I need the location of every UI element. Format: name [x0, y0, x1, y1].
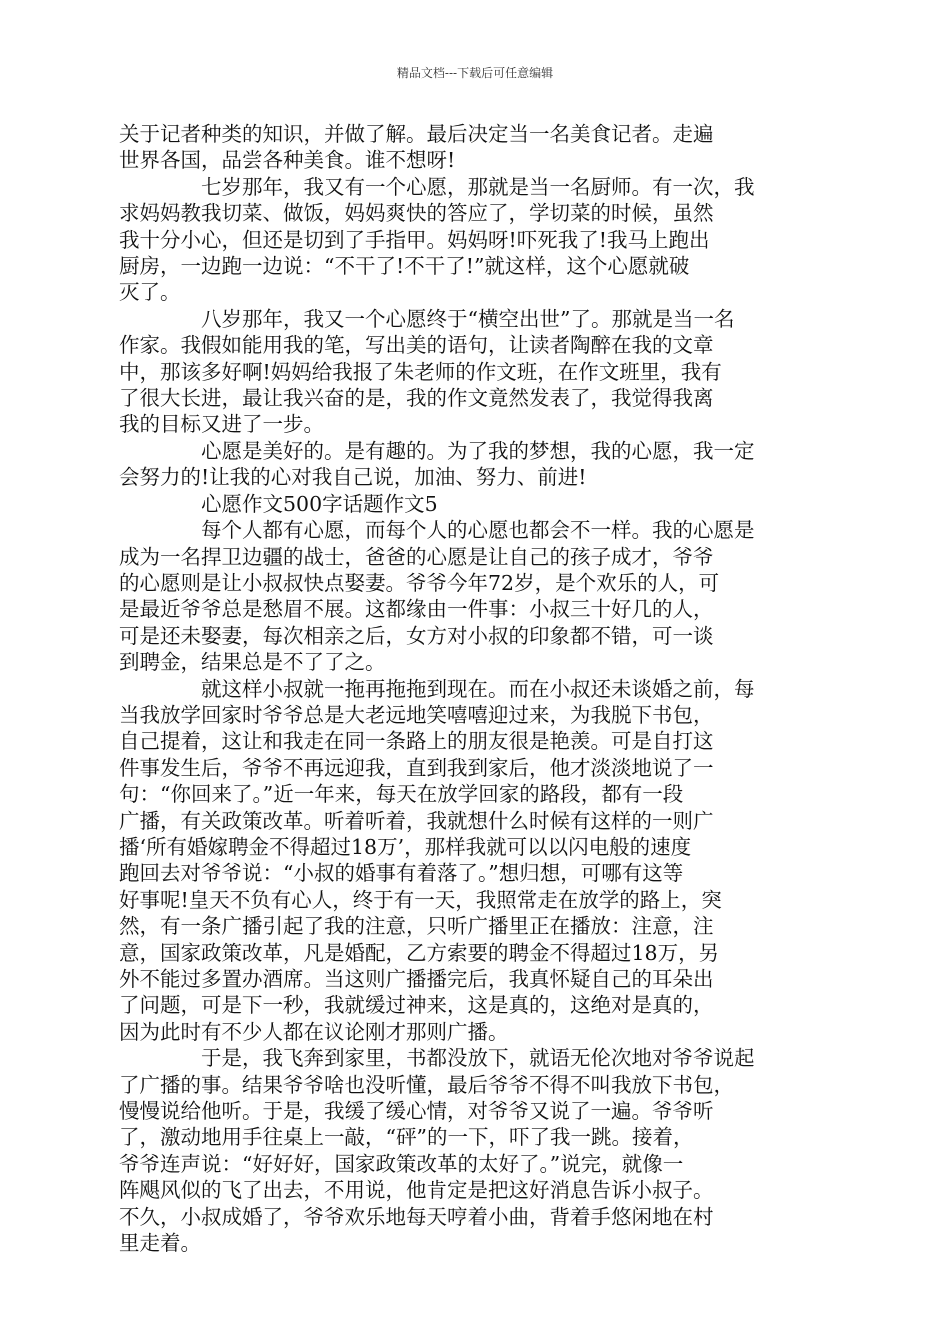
text-line: 外不能过多置办酒席。当这则广播播完后，我真怀疑自己的耳朵出: [119, 967, 714, 991]
text-line: 我十分小心，但还是切到了手指甲。妈妈呀!吓死我了!我马上跑出: [119, 227, 710, 252]
text-line: 阵飓风似的飞了出去，不用说，他肯定是把这好消息告诉小叔子。: [119, 1178, 714, 1203]
text-line: 的心愿则是让小叔叔快点娶妻。爷爷今年72岁，是个欢乐的人，可: [119, 570, 720, 595]
text-line: 然，有一条广播引起了我的注意，只听广播里正在播放：注意，注: [119, 914, 714, 939]
text-line: 关于记者种类的知识，并做了解。最后决定当一名美食记者。走遍: [119, 122, 714, 146]
text-line: 我的目标又进了一步。: [119, 412, 324, 437]
document-body: [119, 121, 829, 1256]
text-line: 跑回去对爷爷说：“小叔的婚事有着落了。”想归想，可哪有这等: [119, 861, 684, 886]
text-line: 广播，有关政策改革。听着听着，我就想什么时候有这样的一则广: [119, 808, 714, 833]
text-line: 句：“你回来了。”近一年来，每天在放学回家的路段，都有一段: [119, 782, 684, 807]
text-line: 厨房，一边跑一边说：“不干了!不干了!”就这样，这个心愿就破: [119, 254, 690, 279]
text-line: 心愿作文500字话题作文5: [201, 491, 438, 516]
text-line: 于是，我飞奔到家里，书都没放下，就语无伦次地对爷爷说起: [201, 1046, 755, 1071]
text-line: 八岁那年，我又一个心愿终于“横空出世”了。那就是当一名: [201, 306, 735, 331]
text-line: 自己提着，这让和我走在同一条路上的朋友很是艳羡。可是自打这: [119, 729, 714, 754]
text-line: 中，那该多好啊!妈妈给我报了朱老师的作文班，在作文班里，我有: [119, 359, 722, 384]
text-line: 到聘金，结果总是不了了之。: [119, 650, 386, 675]
text-line: 作家。我假如能用我的笔，写出美的语句，让读者陶醉在我的文章: [119, 333, 714, 358]
text-line: 了很大长进，最让我兴奋的是，我的作文竟然发表了，我觉得我离: [119, 386, 714, 411]
text-line: 了问题，可是下一秒，我就缓过神来，这是真的，这绝对是真的，: [119, 993, 714, 1018]
text-line: 心愿是美好的。是有趣的。为了我的梦想，我的心愿，我一定: [201, 438, 755, 463]
text-line: 了广播的事。结果爷爷啥也没听懂，最后爷爷不得不叫我放下书包，: [119, 1072, 734, 1097]
text-line: 好事呢!皇天不负有心人，终于有一天，我照常走在放学的路上，突: [119, 887, 722, 912]
text-line: 会努力的!让我的心对我自己说，加油、努力、前进!: [119, 465, 587, 490]
page-header: 精品文档---下载后可任意编辑: [396, 66, 554, 80]
text-line: 因为此时有不少人都在议论刚才那则广播。: [119, 1019, 509, 1044]
text-line: 灭了。: [119, 280, 181, 305]
text-line: 可是还未娶妻，每次相亲之后，女方对小叔的印象都不错，可一谈: [119, 623, 714, 648]
text-line: 件事发生后，爷爷不再远迎我，直到我到家后，他才淡淡地说了一: [119, 755, 714, 780]
text-line: 里走着。: [119, 1231, 201, 1256]
text-line: 世界各国，品尝各种美食。谁不想呀!: [119, 148, 456, 173]
text-line: 慢慢说给他听。于是，我缓了缓心情，对爷爷又说了一遍。爷爷听: [119, 1099, 714, 1124]
text-line: 每个人都有心愿，而每个人的心愿也都会不一样。我的心愿是: [201, 518, 755, 543]
text-line: 是最近爷爷总是愁眉不展。这都缘由一件事：小叔三十好几的人，: [119, 597, 714, 622]
text-line: 成为一名捍卫边疆的战士，爸爸的心愿是让自己的孩子成才，爷爷: [119, 544, 714, 569]
text-line: 七岁那年，我又有一个心愿，那就是当一名厨师。有一次，我: [201, 174, 755, 199]
text-line: 当我放学回家时爷爷总是大老远地笑嘻嘻迎过来，为我脱下书包，: [119, 702, 714, 727]
text-line: 意，国家政策改革，凡是婚配，乙方索要的聘金不得超过18万，另: [119, 940, 720, 965]
text-line: 爷爷连声说：“好好好，国家政策改革的太好了。”说完，就像一: [119, 1151, 684, 1176]
text-line: 就这样小叔就一拖再拖拖到现在。而在小叔还未谈婚之前，每: [201, 676, 755, 701]
text-line: 播‘所有婚嫁聘金不得超过18万’，那样我就可以以闪电般的速度: [119, 834, 692, 859]
text-line: 不久，小叔成婚了，爷爷欢乐地每天哼着小曲，背着手悠闲地在村: [119, 1204, 714, 1229]
text-line: 求妈妈教我切菜、做饭，妈妈爽快的答应了，学切菜的时候，虽然: [119, 201, 714, 226]
text-line: 了，激动地用手往桌上一敲，“砰”的一下，吓了我一跳。接着，: [119, 1125, 694, 1150]
